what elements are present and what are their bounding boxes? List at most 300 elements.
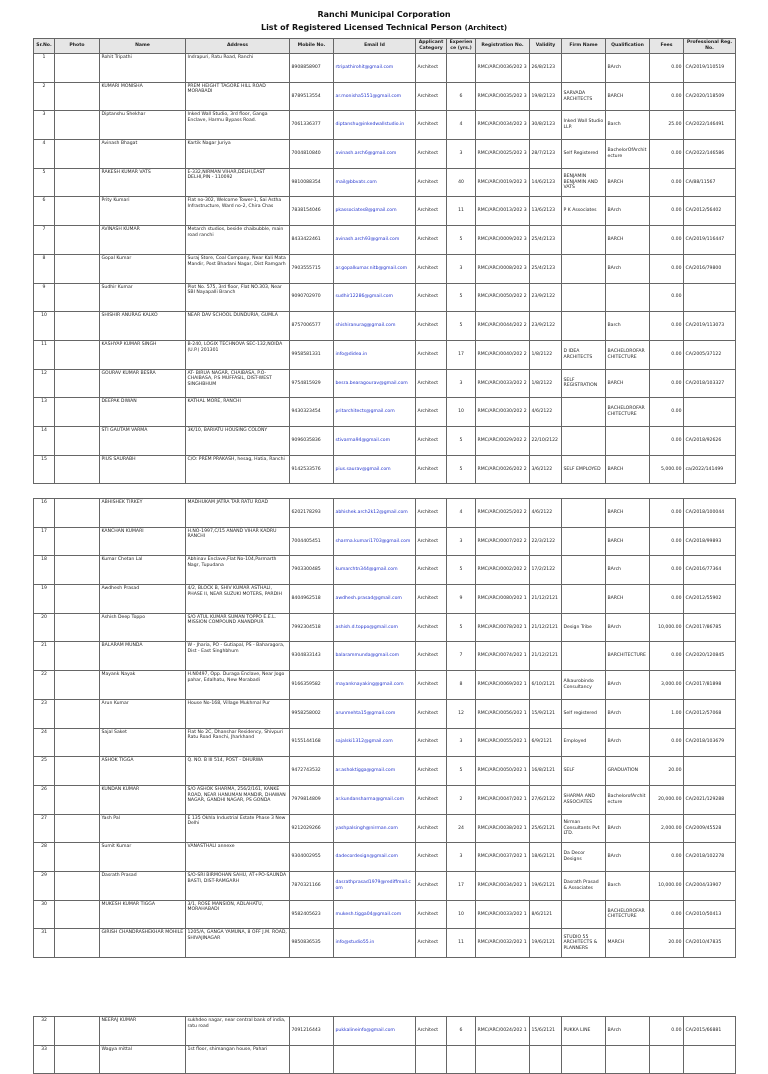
col-header-mobile: Mobile No. xyxy=(290,39,334,54)
cell-fees: 0.00 xyxy=(650,499,684,528)
cell-experience: 3 xyxy=(447,728,476,757)
cell-validity xyxy=(530,1045,562,1074)
cell-address: Flat No 2C, Dhanshar Residency, Shivpuri Ratu Road Ranchi, Jharkhand xyxy=(186,728,290,757)
cell-mobile: 9142533576 xyxy=(290,455,334,484)
cell-fees: 20.00 xyxy=(650,929,684,958)
cell-registration: RMC/ARC/0029/202 2 xyxy=(476,426,530,455)
cell-qualification: Barch xyxy=(606,111,650,140)
cell-qualification: BArch xyxy=(606,254,650,283)
table-row xyxy=(34,455,736,484)
table-row xyxy=(34,168,736,197)
cell-name: Arun Kumar xyxy=(100,699,186,728)
cell-registration: RMC/ARC/0013/202 3 xyxy=(476,197,530,226)
cell-experience: 5 xyxy=(447,757,476,786)
cell-firm: Alkaurobindo Consultancy xyxy=(562,671,606,700)
cell-sr: 29 xyxy=(34,871,55,900)
cell-validity: 15/6/2121 xyxy=(530,1017,562,1046)
cell-fees: 0.00 xyxy=(650,312,684,341)
cell-fees: 0.00 xyxy=(650,283,684,312)
cell-validity: 23/9/2122 xyxy=(530,283,562,312)
cell-address: B-240, LOGIX TECHNOVA SEC-132,NOIDA (U.P.) 201301 xyxy=(186,340,290,369)
cell-name: Sumit Kumar xyxy=(100,843,186,872)
cell-registration: RMC/ARC/0002/202 2 xyxy=(476,556,530,585)
cell-professional-reg xyxy=(684,283,736,312)
cell-category: Architect xyxy=(416,398,447,427)
cell-email[interactable]: avinash.arch93@gmail.com xyxy=(334,226,416,255)
cell-email[interactable]: mayanknayaking@gmail.com xyxy=(334,671,416,700)
cell-professional-reg: CA/2012/57068 xyxy=(684,699,736,728)
cell-name: Diptanshu Shekhar xyxy=(100,111,186,140)
cell-qualification: BArch xyxy=(606,197,650,226)
cell-name: Sudhir Kumar xyxy=(100,283,186,312)
cell-experience: 6 xyxy=(447,1017,476,1046)
cell-mobile: 7992304518 xyxy=(290,613,334,642)
cell-professional-reg: CA/2018/103327 xyxy=(684,369,736,398)
cell-registration: RMC/ARC/0019/202 3 xyxy=(476,168,530,197)
cell-email[interactable]: sajalski1312@gmail.com xyxy=(334,728,416,757)
cell-qualification: BARCH xyxy=(606,527,650,556)
col-header-experience: Experience (yrs.) xyxy=(447,39,476,54)
cell-experience: 3 xyxy=(447,369,476,398)
cell-photo xyxy=(55,499,100,528)
cell-photo xyxy=(55,369,100,398)
cell-experience: 6 xyxy=(447,82,476,111)
cell-name: Gopal Kumar xyxy=(100,254,186,283)
cell-mobile: 7903300485 xyxy=(290,556,334,585)
cell-email[interactable]: awdhesh.prasad@gmail.com xyxy=(334,585,416,614)
cell-email[interactable]: sudhir12286@gmail.com xyxy=(334,283,416,312)
cell-professional-reg: CA/2022/146586 xyxy=(684,140,736,169)
cell-professional-reg: CA/2010/47835 xyxy=(684,929,736,958)
cell-category: Architect xyxy=(416,728,447,757)
cell-email[interactable]: stivarma94@gmail.com xyxy=(334,426,416,455)
cell-address: Abhinav Enclave,Flat No-104,Parmarth Nagr, Tupudana xyxy=(186,556,290,585)
cell-professional-reg: CA/2005/37122 xyxy=(684,340,736,369)
cell-registration xyxy=(476,1045,530,1074)
cell-category: Architect xyxy=(416,843,447,872)
cell-experience: 40 xyxy=(447,168,476,197)
cell-name: Kumar Chetan Lal xyxy=(100,556,186,585)
cell-fees: 0.00 xyxy=(650,197,684,226)
cell-registration: RMC/ARC/0055/202 1 xyxy=(476,728,530,757)
cell-validity: 8/6/2121 xyxy=(530,900,562,929)
table-row xyxy=(34,671,736,700)
cell-email[interactable]: dadecordesign@gmail.com xyxy=(334,843,416,872)
cell-photo xyxy=(55,871,100,900)
cell-firm: SARVADA ARCHITECTS xyxy=(562,82,606,111)
cell-photo xyxy=(55,82,100,111)
cell-registration: RMC/ARC/0050/202 1 xyxy=(476,757,530,786)
cell-address: House No-168, Village Mukhmal Pur xyxy=(186,699,290,728)
cell-photo xyxy=(55,699,100,728)
cell-registration: RMC/ARC/0056/202 1 xyxy=(476,699,530,728)
table-row xyxy=(34,699,736,728)
table-row xyxy=(34,900,736,929)
cell-validity: 14/6/2123 xyxy=(530,168,562,197)
cell-email[interactable]: info@studio55.in xyxy=(334,929,416,958)
cell-email[interactable] xyxy=(334,1045,416,1074)
cell-qualification: BArch xyxy=(606,1017,650,1046)
cell-address: E-332,NIRMAN VIHAR,DELHI,EAST DELHI,PIN - 110092 xyxy=(186,168,290,197)
cell-experience: 5 xyxy=(447,283,476,312)
cell-firm: STUDIO 55 ARCHITECTS & PLANNERS xyxy=(562,929,606,958)
cell-email[interactable]: balarammunda@gmail.com xyxy=(334,642,416,671)
cell-experience: 17 xyxy=(447,340,476,369)
table-row xyxy=(34,254,736,283)
cell-photo xyxy=(55,900,100,929)
cell-category: Architect xyxy=(416,111,447,140)
cell-email[interactable]: arunmehta15@gmail.com xyxy=(334,699,416,728)
cell-sr: 13 xyxy=(34,398,55,427)
cell-fees: 0.00 xyxy=(650,54,684,83)
cell-validity: 23/9/2122 xyxy=(530,312,562,341)
cell-address: S/O ATUL KUMAR SUMAN TOPPO E.E.L. MISSION COMPOUND ANANDPUR xyxy=(186,613,290,642)
cell-firm xyxy=(562,226,606,255)
cell-mobile: 9850836535 xyxy=(290,929,334,958)
cell-fees: 0.00 xyxy=(650,398,684,427)
cell-name: PIUS SAURABH xyxy=(100,455,186,484)
cell-experience: 10 xyxy=(447,900,476,929)
cell-firm: D IDEA ARCHITECTS xyxy=(562,340,606,369)
cell-category: Architect xyxy=(416,340,447,369)
cell-firm: SHARMA AND ASSOCIATES xyxy=(562,785,606,814)
cell-experience: 11 xyxy=(447,197,476,226)
cell-name: Prity Kumari xyxy=(100,197,186,226)
cell-fees: 0.00 xyxy=(650,226,684,255)
cell-qualification: BArch xyxy=(606,54,650,83)
cell-mobile: 9958258002 xyxy=(290,699,334,728)
cell-email[interactable]: info@didea.in xyxy=(334,340,416,369)
cell-sr: 23 xyxy=(34,699,55,728)
cell-name: AVINASH KUMAR xyxy=(100,226,186,255)
cell-qualification: BArch xyxy=(606,843,650,872)
cell-fees: 0.00 xyxy=(650,585,684,614)
cell-name: KASHYAP KUMAR SINGH xyxy=(100,340,186,369)
cell-email[interactable]: ar.kundansharma@gmail.com xyxy=(334,785,416,814)
cell-category: Architect xyxy=(416,254,447,283)
cell-validity: 25/4/2123 xyxy=(530,226,562,255)
cell-sr: 7 xyxy=(34,226,55,255)
table-row xyxy=(34,757,736,786)
cell-photo xyxy=(55,226,100,255)
cell-sr: 8 xyxy=(34,254,55,283)
cell-address: Kartik Nagar Juriya xyxy=(186,140,290,169)
cell-name: Ashish Deep Toppo xyxy=(100,613,186,642)
table-row xyxy=(34,499,736,528)
cell-photo xyxy=(55,426,100,455)
cell-experience: 8 xyxy=(447,671,476,700)
page-subtitle xyxy=(0,23,768,32)
cell-email[interactable]: yashpalsingh@nirman.com xyxy=(334,814,416,843)
cell-category: Architect xyxy=(416,312,447,341)
cell-category: Architect xyxy=(416,527,447,556)
cell-fees: 10,000.00 xyxy=(650,871,684,900)
cell-category: Architect xyxy=(416,369,447,398)
cell-sr: 17 xyxy=(34,527,55,556)
cell-registration: RMC/ARC/0036/202 3 xyxy=(476,54,530,83)
cell-validity: 18/6/2121 xyxy=(530,843,562,872)
cell-mobile: 8757006577 xyxy=(290,312,334,341)
cell-experience: 12 xyxy=(447,699,476,728)
cell-sr: 2 xyxy=(34,82,55,111)
cell-firm: Inked Wall Studio LLP. xyxy=(562,111,606,140)
col-header-category: Applicant Category xyxy=(416,39,447,54)
cell-photo xyxy=(55,728,100,757)
cell-mobile: 7903555715 xyxy=(290,254,334,283)
cell-mobile: 6202178293 xyxy=(290,499,334,528)
cell-validity: 21/12/2121 xyxy=(530,613,562,642)
cell-category xyxy=(416,1045,447,1074)
cell-firm xyxy=(562,254,606,283)
cell-sr: 32 xyxy=(34,1017,55,1046)
cell-experience: 4 xyxy=(447,111,476,140)
cell-address: E 135 Okhla Industrial Estate Phase 3 New Delhi xyxy=(186,814,290,843)
cell-sr: 5 xyxy=(34,168,55,197)
cell-qualification xyxy=(606,1045,650,1074)
table-row xyxy=(34,585,736,614)
cell-registration: RMC/ARC/0034/202 3 xyxy=(476,111,530,140)
cell-fees: 0.00 xyxy=(650,527,684,556)
cell-registration: RMC/ARC/0047/202 1 xyxy=(476,785,530,814)
cell-professional-reg: CA/2019/116447 xyxy=(684,226,736,255)
cell-firm xyxy=(562,283,606,312)
cell-name: RAKESH KUMAR VATS xyxy=(100,168,186,197)
cell-professional-reg: CA/2020/120845 xyxy=(684,642,736,671)
cell-address: sukhdeo nagar, near central bank of india, ratu road xyxy=(186,1017,290,1046)
cell-qualification: BArch xyxy=(606,613,650,642)
cell-experience: 10 xyxy=(447,398,476,427)
cell-professional-reg xyxy=(684,1045,736,1074)
cell-firm: Nirman Consultants Pvt LTD. xyxy=(562,814,606,843)
cell-sr: 24 xyxy=(34,728,55,757)
cell-fees: 1.00 xyxy=(650,699,684,728)
cell-fees: 3,000.00 xyxy=(650,671,684,700)
cell-experience: 5 xyxy=(447,613,476,642)
cell-mobile: 9472743532 xyxy=(290,757,334,786)
cell-qualification: BArch xyxy=(606,728,650,757)
cell-name: Wagya mittal xyxy=(100,1045,186,1074)
cell-firm xyxy=(562,527,606,556)
cell-firm: Dasrath Prasad & Associates xyxy=(562,871,606,900)
table-row xyxy=(34,728,736,757)
cell-sr: 30 xyxy=(34,900,55,929)
cell-sr: 11 xyxy=(34,340,55,369)
cell-email[interactable]: diptanshu@inkedwallstudio.in xyxy=(334,111,416,140)
cell-qualification: MARCH xyxy=(606,929,650,958)
cell-photo xyxy=(55,642,100,671)
cell-category: Architect xyxy=(416,585,447,614)
cell-validity: 6/10/2121 xyxy=(530,671,562,700)
table-row xyxy=(34,398,736,427)
cell-photo xyxy=(55,671,100,700)
cell-professional-reg: CA/2004/33907 xyxy=(684,871,736,900)
cell-qualification: BArch xyxy=(606,556,650,585)
cell-firm xyxy=(562,1045,606,1074)
cell-fees: 0.00 xyxy=(650,843,684,872)
cell-email[interactable]: kumarchtn344@gmail.com xyxy=(334,556,416,585)
table-row xyxy=(34,312,736,341)
cell-category: Architect xyxy=(416,197,447,226)
cell-experience: 5 xyxy=(447,226,476,255)
cell-photo xyxy=(55,398,100,427)
cell-fees: 25.00 xyxy=(650,111,684,140)
cell-address: 4/2, BLOCK B, SHIV KUMAR ASTHALI, PHASE II, NEAR SUZUKI MOTERS, PARDIH xyxy=(186,585,290,614)
cell-photo xyxy=(55,254,100,283)
cell-email[interactable]: sharma.kumari1703@gmail.com xyxy=(334,527,416,556)
cell-experience: 11 xyxy=(447,929,476,958)
cell-email[interactable]: pukkalineinfo@gmail.com xyxy=(334,1017,416,1046)
cell-email[interactable]: abhishek.arch2k12@gmail.com xyxy=(334,499,416,528)
cell-qualification: BACHELOROFARCHITECTURE xyxy=(606,398,650,427)
cell-qualification: BARCH xyxy=(606,82,650,111)
cell-experience: 3 xyxy=(447,527,476,556)
cell-category: Architect xyxy=(416,283,447,312)
cell-email[interactable]: ar.gopalkumar.nitb@gmail.com xyxy=(334,254,416,283)
cell-fees xyxy=(650,1045,684,1074)
cell-validity: 3/6/2122 xyxy=(530,455,562,484)
col-header-name: Name xyxy=(100,39,186,54)
cell-photo xyxy=(55,455,100,484)
cell-photo xyxy=(55,843,100,872)
cell-validity: 26/8/2123 xyxy=(530,54,562,83)
cell-qualification: Barch xyxy=(606,312,650,341)
cell-sr: 27 xyxy=(34,814,55,843)
table-row xyxy=(34,814,736,843)
cell-mobile: 9212029266 xyxy=(290,814,334,843)
cell-email[interactable]: mail@bbvats.com xyxy=(334,168,416,197)
cell-fees: 0.00 xyxy=(650,340,684,369)
cell-photo xyxy=(55,54,100,83)
cell-fees: 0.00 xyxy=(650,728,684,757)
cell-validity: 25/6/2121 xyxy=(530,814,562,843)
cell-address: PREM HEIGHT TAGORE HILL ROAD MORABADI xyxy=(186,82,290,111)
cell-address: MADHUKAM JATRA TAR RATU ROAD xyxy=(186,499,290,528)
cell-professional-reg: CA/2017/86785 xyxy=(684,613,736,642)
cell-name: BALARAM MUNDA xyxy=(100,642,186,671)
registry-table-segment-3 xyxy=(33,1016,736,1074)
cell-mobile: 8908858907 xyxy=(290,54,334,83)
cell-professional-reg xyxy=(684,398,736,427)
cell-category: Architect xyxy=(416,757,447,786)
cell-fees: 20,000.00 xyxy=(650,785,684,814)
cell-address: VANASTHALI annexe xyxy=(186,843,290,872)
cell-mobile: 9430323454 xyxy=(290,398,334,427)
cell-address: H.NO-1997,C/15 ANAND VIHAR KADRU RANCHI xyxy=(186,527,290,556)
cell-firm xyxy=(562,642,606,671)
cell-experience: 3 xyxy=(447,843,476,872)
cell-firm xyxy=(562,312,606,341)
cell-photo xyxy=(55,312,100,341)
cell-email[interactable]: rtripathirohit@gmail.com xyxy=(334,54,416,83)
cell-professional-reg: CA/2018/102278 xyxy=(684,843,736,872)
cell-fees: 0.00 xyxy=(650,900,684,929)
table-row xyxy=(34,556,736,585)
cell-photo xyxy=(55,585,100,614)
cell-email[interactable]: ar.monisha5151@gmail.com xyxy=(334,82,416,111)
cell-registration: RMC/ARC/0008/202 3 xyxy=(476,254,530,283)
cell-fees: 2,000.00 xyxy=(650,814,684,843)
cell-email[interactable]: mukesh.tigga04@gmail.com xyxy=(334,900,416,929)
cell-name: KUNDAN KUMAR xyxy=(100,785,186,814)
cell-registration: RMC/ARC/0026/202 2 xyxy=(476,455,530,484)
cell-mobile: 8433422461 xyxy=(290,226,334,255)
col-header-sr: Sr.No. xyxy=(34,39,55,54)
cell-sr: 15 xyxy=(34,455,55,484)
cell-email[interactable]: dasrathprasad1979@rediffmail.com xyxy=(334,871,416,900)
cell-email[interactable]: ar.ashoktigga@gmail.com xyxy=(334,757,416,786)
cell-qualification: BArch xyxy=(606,699,650,728)
table-row xyxy=(34,197,736,226)
cell-qualification: BACHELOROFARCHITECTURE xyxy=(606,340,650,369)
table-row xyxy=(34,642,736,671)
cell-address: Plot No. 575, 3rd floor, Flat NO.303, Near SBI Nayapalli Branch xyxy=(186,283,290,312)
cell-validity: 17/2/2122 xyxy=(530,556,562,585)
cell-mobile: 9304833143 xyxy=(290,642,334,671)
cell-name: KUMARI MONISHA xyxy=(100,82,186,111)
cell-category: Architect xyxy=(416,82,447,111)
cell-email[interactable]: pius.saurav@gmail.com xyxy=(334,455,416,484)
cell-email[interactable]: ashish.d.toppo@gmail.com xyxy=(334,613,416,642)
cell-address: NEAR DAV SCHOOL DUNDURIA, GUMLA xyxy=(186,312,290,341)
cell-name: KANCHAN KUMARI xyxy=(100,527,186,556)
cell-name: GIRISH CHANDRASHEKHAR MOHILE xyxy=(100,929,186,958)
cell-category: Architect xyxy=(416,671,447,700)
cell-registration: RMC/ARC/0044/202 2 xyxy=(476,312,530,341)
cell-mobile: 9810088354 xyxy=(290,168,334,197)
cell-category: Architect xyxy=(416,168,447,197)
cell-sr: 10 xyxy=(34,312,55,341)
cell-qualification: BARCH xyxy=(606,168,650,197)
subtitle-text: List of Registered Licensed Technical Person xyxy=(260,23,462,32)
cell-photo xyxy=(55,340,100,369)
cell-validity: 13/6/2123 xyxy=(530,197,562,226)
cell-professional-reg: CA/2020/118509 xyxy=(684,82,736,111)
table-row xyxy=(34,1045,736,1074)
cell-photo xyxy=(55,283,100,312)
cell-category: Architect xyxy=(416,929,447,958)
cell-registration: RMC/ARC/0034/202 1 xyxy=(476,871,530,900)
cell-address: Flat no-302, Welcome Tower-1, Sai Astha Infrastructure, Ward no-2, Chira Chas xyxy=(186,197,290,226)
cell-professional-reg: CA/2018/92626 xyxy=(684,426,736,455)
cell-validity: 16/8/2121 xyxy=(530,757,562,786)
cell-category: Architect xyxy=(416,613,447,642)
cell-photo xyxy=(55,140,100,169)
cell-qualification: BARCH xyxy=(606,226,650,255)
cell-qualification: BachelorOfArchitecture xyxy=(606,140,650,169)
cell-professional-reg xyxy=(684,757,736,786)
cell-experience xyxy=(447,1045,476,1074)
subtitle-suffix: (Architect) xyxy=(464,24,508,32)
cell-name: STI GAUTAM VARMA xyxy=(100,426,186,455)
cell-fees: 0.00 xyxy=(650,254,684,283)
cell-mobile: 9155144168 xyxy=(290,728,334,757)
cell-professional-reg: ca/2022/141499 xyxy=(684,455,736,484)
table-row xyxy=(34,369,736,398)
cell-email[interactable]: shishiranurag@gmail.com xyxy=(334,312,416,341)
cell-qualification: BARCH xyxy=(606,499,650,528)
cell-email[interactable]: avinash.arch6@gmail.com xyxy=(334,140,416,169)
table-row xyxy=(34,426,736,455)
cell-email[interactable]: pkassociates8@gmail.com xyxy=(334,197,416,226)
cell-qualification: BARCH xyxy=(606,455,650,484)
cell-email[interactable]: pritarchitects@gmail.com xyxy=(334,398,416,427)
cell-fees: 0.00 xyxy=(650,556,684,585)
cell-name: Avinash Bhagat xyxy=(100,140,186,169)
cell-email[interactable]: besra.bearagourav@gmail.com xyxy=(334,369,416,398)
cell-sr: 31 xyxy=(34,929,55,958)
cell-registration: RMC/ARC/0024/202 1 xyxy=(476,1017,530,1046)
cell-fees: 0.00 xyxy=(650,426,684,455)
